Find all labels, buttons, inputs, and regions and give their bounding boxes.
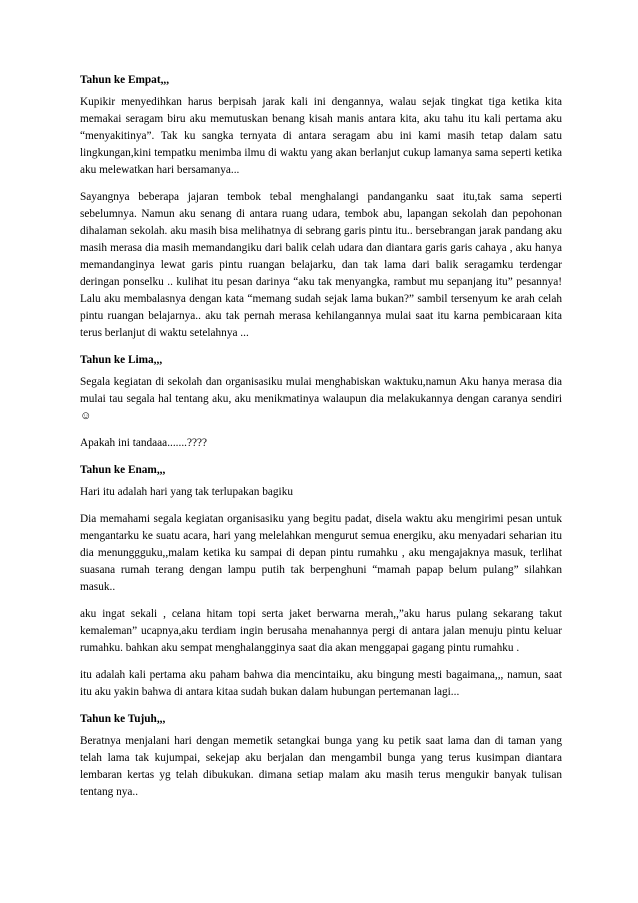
section-tahun-ke-tujuh	[80, 711, 562, 801]
paragraph: Beratnya menjalani hari dengan memetik setangkai bunga yang ku petik saat lama dan di taman yang telah lama tak kujumpai, sekejap aku berjalan dan mengambil bunga yang terus kusimpan diantara lembaran kertas yg telah dibukukan. dimana setiap malam aku masih terus mengukir banyak tulisan tentang nya..	[80, 735, 562, 798]
paragraph: Dia memahami segala kegiatan organisasiku yang begitu padat, disela waktu aku mengirimi pesan untuk mengantarku ke suatu acara, hari yang melelahkan mengurut semua energiku, aku menyadari seharian itu dia menunggguku,,malam ketika ku sampai di depan pintu rumahku , aku mengajaknya masuk, terlihat suasana rumah terang dengan lampu putih tak berpenghuni “mamah papap belum pulang” silahkan masuk..	[80, 513, 562, 593]
paragraph: Kupikir menyedihkan harus berpisah jarak kali ini dengannya, walau sejak tingkat tiga ketika kita memakai seragam biru aku memutuskan benang kisah manis antara kita, aku tahu itu kali pertama aku “menyakitinya”. Tak ku sangka ternyata di antara seragam abu ini kami masih tetap dalam satu lingkungan,kini tempatku menimba ilmu di waktu yang akan berlanjut cukup lamanya sama seperti ketika aku melewatkan hari bersamanya...	[80, 96, 562, 176]
paragraph: itu adalah kali pertama aku paham bahwa dia mencintaiku, aku bingung mesti bagaimana,,, namun, saat itu aku yakin bahwa di antara kitaa sudah bukan dalam hubungan pertemanan lagi...	[80, 669, 562, 698]
paragraph: Apakah ini tandaaa.......????	[80, 437, 208, 449]
section-heading: Tahun ke Empat,,,	[80, 74, 170, 86]
paragraph: Sayangnya beberapa jajaran tembok tebal menghalangi pandanganku saat itu,tak sama seperti sebelumnya. Namun aku senang di antara ruang udara, tembok abu, lapangan sekolah dan pepohonan dihalaman sekolah. aku masih bisa melihatnya di sebrang garis pintu itu.. bersebrangan jarak pandang aku masih merasa dia masih memandangiku dari balik celah udara dan diantara garis garis cahaya , aku hanya memandanginya lewat garis pintu ruangan belajarku, dan tak lama dari balik seragamku terdengar deringan ponselku .. kulihat itu pesan darinya “aku tak menyangka, rambut mu sepanjang itu” pesannya! Lalu aku membalasnya dengan kata “memang sudah sejak lama bukan?” sambil tersenyum ke arah celah pintu ruangan belajarnya.. aku tak pernah merasa kehilangannya mulai saat itu karna pembicaraan kita terus berlanjut di waktu setelahnya ...	[80, 191, 562, 339]
paragraph: Hari itu adalah hari yang tak terlupakan bagiku	[80, 486, 293, 498]
document-body	[80, 72, 562, 811]
section-tahun-ke-lima	[80, 352, 562, 452]
paragraph: Segala kegiatan di sekolah dan organisasiku mulai menghabiskan waktuku,namun Aku hanya merasa dia mulai tau segala hal tentang aku, aku menikmatinya walaupun dia melakukannya dengan caranya sendiri ☺	[80, 376, 562, 422]
section-heading: Tahun ke Lima,,,	[80, 354, 163, 366]
section-heading: Tahun ke Tujuh,,,	[80, 713, 166, 725]
section-tahun-ke-enam	[80, 462, 562, 701]
section-tahun-ke-empat	[80, 72, 562, 342]
paragraph: aku ingat sekali , celana hitam topi serta jaket berwarna merah,,”aku harus pulang sekarang takut kemaleman” ucapnya,aku terdiam ingin berusaha menahannya pergi di antara jalan menuju pintu keluar rumahku. bahkan aku sempat menghalangginya saat dia akan menggapai gagang pintu rumahku .	[80, 608, 562, 654]
section-heading: Tahun ke Enam,,,	[80, 464, 166, 476]
